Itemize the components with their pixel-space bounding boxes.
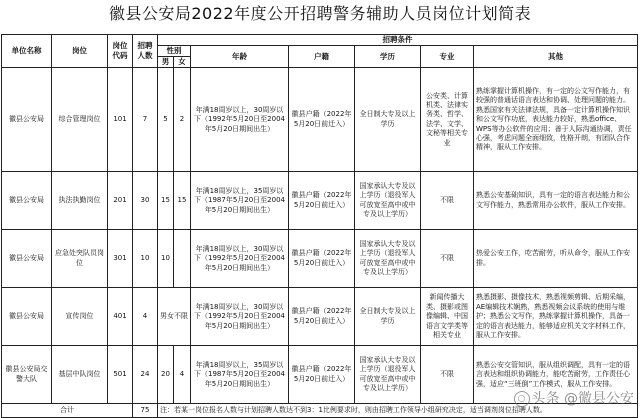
- other-cell: 熟悉摄影、摄像技术，熟悉视频剪辑、后期采编，AE编辑技术娴熟，熟悉视频会议系统的使用与维护；熟悉公文写作，熟练掌握计算机操作，具备一定的语言表达能力，能够适应机关文字材料工作，服从工作安排。: [474, 288, 638, 346]
- total-count: 75: [133, 404, 158, 418]
- count-cell: 4: [133, 288, 158, 346]
- header-female: 女: [174, 57, 191, 68]
- header-major: 专业: [421, 46, 474, 68]
- hukou-cell: 徽县户籍（2022年5月20日前迁入）: [289, 172, 355, 230]
- code-cell: 201: [108, 172, 133, 230]
- education-cell: 国家承认大专及以上学历（退役军人可放宽至高中或中专及以上学历）: [355, 346, 421, 404]
- male-cell: 20: [158, 346, 174, 404]
- unit-cell: 徽县公安局: [2, 288, 52, 346]
- female-cell: [174, 230, 191, 288]
- count-cell: 7: [133, 68, 158, 172]
- post-cell: 综合管理岗位: [52, 68, 108, 172]
- table-row: [2, 230, 638, 288]
- header-education: 学历: [355, 46, 421, 68]
- count-cell: 10: [133, 230, 158, 288]
- post-cell: 执法执勤岗位: [52, 172, 108, 230]
- male-cell: 5: [158, 68, 174, 172]
- recruitment-table: [1, 34, 638, 418]
- age-cell: 年满18周岁以上，30周岁以下（1992年5月20日至2004年5月20日期间出生）: [191, 68, 289, 172]
- page-title: 徽县公安局2022年度公开招聘警务辅助人员岗位计划简表: [108, 4, 532, 23]
- female-cell: 4: [174, 346, 191, 404]
- post-cell: 应急处突队员岗位: [52, 230, 108, 288]
- education-cell: 国家承认大专及以上学历（退役军人可放宽至高中或中专及以上学历）: [355, 230, 421, 288]
- header-unit: 单位名称: [2, 35, 52, 68]
- count-cell: 30: [133, 172, 158, 230]
- other-cell: 热爱公安工作，吃苦耐劳，听从命令，服从工作安排。: [474, 230, 638, 288]
- unit-cell: 徽县公安局: [2, 172, 52, 230]
- header-row-1: [2, 35, 638, 46]
- education-cell: 全日制大专及以上学历: [355, 288, 421, 346]
- toutiao-logo-icon: ○: [514, 391, 530, 407]
- major-cell: 不限: [421, 346, 474, 404]
- post-cell: 基层中队岗位: [52, 346, 108, 404]
- header-gender: 性别: [158, 46, 191, 57]
- age-cell: 年满18周岁以上，35周岁以下（1987年5月20日至2004年5月20日期间出生）: [191, 346, 289, 404]
- gender-any-cell: 男女不限: [158, 288, 191, 346]
- code-cell: 101: [108, 68, 133, 172]
- major-cell: 不限: [421, 172, 474, 230]
- female-cell: 2: [174, 68, 191, 172]
- other-cell: 熟悉公安基础知识，具有一定的语言表达能力和公文写作能力，熟悉常用办公软件，服从工作安排。: [474, 172, 638, 230]
- header-hukou: 户籍: [289, 46, 355, 68]
- major-cell: 不限: [421, 230, 474, 288]
- header-post: 岗位: [52, 35, 108, 68]
- unit-cell: 徽县公安局交警大队: [2, 346, 52, 404]
- hukou-cell: 徽县户籍（2022年5月20日前迁入）: [289, 68, 355, 172]
- watermark-text: 头条 @徽县公安: [531, 391, 634, 407]
- age-cell: 年满18周岁以上，35周岁以下（1987年5月20日至2004年5月20日期间出生）: [191, 172, 289, 230]
- male-cell: 10: [158, 230, 174, 288]
- female-cell: 15: [174, 172, 191, 230]
- header-other: 其他: [474, 46, 638, 68]
- education-cell: 全日制大专及以上学历: [355, 68, 421, 172]
- age-cell: 年满18周岁以上，30周岁以下（1992年5月20日至2004年5月20日期间出生）: [191, 288, 289, 346]
- header-age: 年龄: [191, 46, 289, 68]
- total-label: 合计: [2, 404, 133, 418]
- other-cell: 熟悉公安交管知识，服从组织调配，具有一定的语言表达和组织协调能力，能吃苦耐劳，工作责任心强，适应“三班倒”工作模式，服从工作安排。: [474, 346, 638, 404]
- header-male: 男: [158, 57, 174, 68]
- count-cell: 24: [133, 346, 158, 404]
- header-conditions: 招聘条件: [158, 35, 638, 46]
- code-cell: 401: [108, 288, 133, 346]
- code-cell: 501: [108, 346, 133, 404]
- major-cell: 新闻传播大类、摄影或图像编辑、中国语言文学类等相关专业: [421, 288, 474, 346]
- post-cell: 宣传岗位: [52, 288, 108, 346]
- hukou-cell: 徽县户籍（2022年5月20日前迁入）: [289, 288, 355, 346]
- code-cell: 301: [108, 230, 133, 288]
- table-row: [2, 68, 638, 172]
- unit-cell: 徽县公安局: [2, 68, 52, 172]
- other-cell: 熟练掌握计算机操作，有一定的公文写作能力，有较强的普通话语言表达和协调、处理问题的能力。熟悉国家有关法律法规，具备一定计算机操作知识和公文写作功底，表达能力较好，熟悉office、WPS等办公软件的应用；善于人际沟通协调，责任心强，考虑问题全面细致，性格开朗，有团队合作精神，服从工作安排。: [474, 68, 638, 172]
- header-code: 岗位代码: [108, 35, 133, 68]
- total-note: 注：若某一岗位报名人数与计划招聘人数达不到3：1比例要求时，则由招聘工作领导小组研究决定，适当调剂岗位招聘人数。: [158, 404, 638, 418]
- age-cell: 年满18周岁以上，30周岁以下（1992年5月20日至2004年5月20日期间出生）: [191, 230, 289, 288]
- table-row: [2, 172, 638, 230]
- header-count: 招聘人数: [133, 35, 158, 68]
- hukou-cell: 徽县户籍（2022年5月20日前迁入）: [289, 230, 355, 288]
- unit-cell: 徽县公安局: [2, 230, 52, 288]
- education-cell: 国家承认大专及以上学历（退役军人可放宽至高中或中专及以上学历）: [355, 172, 421, 230]
- hukou-cell: 徽县户籍（2022年5月20日前迁入）: [289, 346, 355, 404]
- male-cell: 15: [158, 172, 174, 230]
- table-row: [2, 346, 638, 404]
- table-row: [2, 288, 638, 346]
- major-cell: 公安类、计算机类、法律实务类、哲学、法学、文学、文秘等相关专业: [421, 68, 474, 172]
